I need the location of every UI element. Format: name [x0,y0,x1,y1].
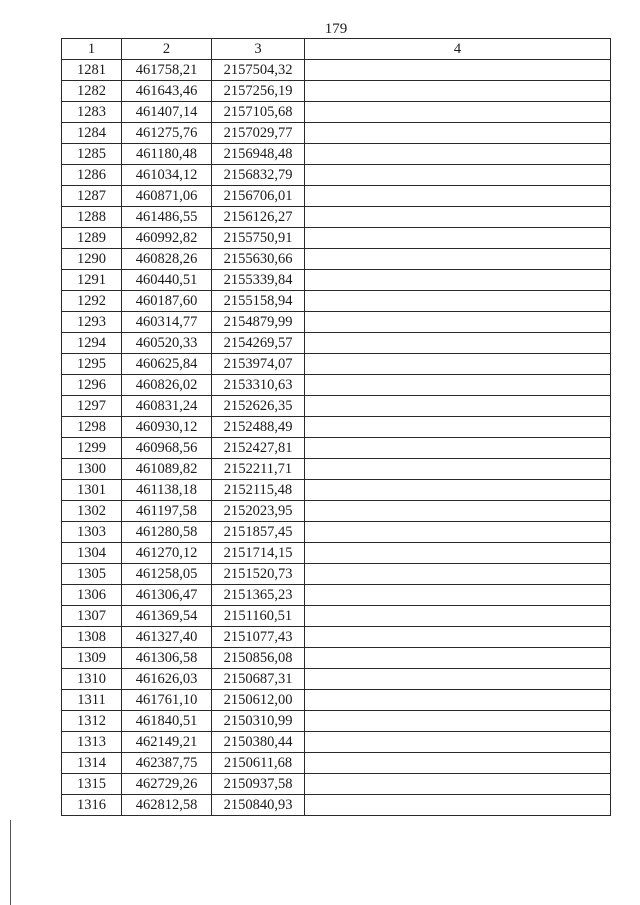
cell-notes [305,144,611,165]
cell-notes [305,774,611,795]
table-row [62,186,611,207]
table-row [62,795,611,816]
cell-notes [305,207,611,228]
column-header-y-coordinate: 3 [212,39,305,60]
cell-point-number: 1306 [62,585,122,606]
cell-point-number: 1286 [62,165,122,186]
table-row [62,270,611,291]
cell-notes [305,102,611,123]
cell-notes [305,795,611,816]
cell-x-coordinate: 460440,51 [122,270,212,291]
cell-x-coordinate: 461138,18 [122,480,212,501]
cell-point-number: 1295 [62,354,122,375]
cell-x-coordinate: 461197,58 [122,501,212,522]
cell-y-coordinate: 2151857,45 [212,522,305,543]
margin-rule [10,820,11,905]
cell-point-number: 1293 [62,312,122,333]
cell-x-coordinate: 462387,75 [122,753,212,774]
cell-notes [305,81,611,102]
cell-y-coordinate: 2151077,43 [212,627,305,648]
table-row [62,480,611,501]
cell-point-number: 1288 [62,207,122,228]
cell-notes [305,753,611,774]
column-header-notes: 4 [305,39,611,60]
coordinates-table [61,38,611,816]
cell-notes [305,669,611,690]
cell-point-number: 1289 [62,228,122,249]
table-row [62,648,611,669]
cell-x-coordinate: 461270,12 [122,543,212,564]
cell-notes [305,270,611,291]
cell-x-coordinate: 460930,12 [122,417,212,438]
table-row [62,774,611,795]
table-row [62,60,611,81]
table-row [62,207,611,228]
cell-x-coordinate: 461761,10 [122,690,212,711]
cell-point-number: 1308 [62,627,122,648]
table-row [62,249,611,270]
cell-x-coordinate: 462149,21 [122,732,212,753]
cell-x-coordinate: 462729,26 [122,774,212,795]
cell-point-number: 1310 [62,669,122,690]
cell-point-number: 1305 [62,564,122,585]
table-row [62,732,611,753]
cell-point-number: 1284 [62,123,122,144]
cell-x-coordinate: 460871,06 [122,186,212,207]
cell-y-coordinate: 2156126,27 [212,207,305,228]
cell-x-coordinate: 461407,14 [122,102,212,123]
cell-notes [305,396,611,417]
cell-point-number: 1285 [62,144,122,165]
cell-x-coordinate: 460992,82 [122,228,212,249]
cell-notes [305,165,611,186]
table-row [62,312,611,333]
cell-point-number: 1298 [62,417,122,438]
cell-notes [305,354,611,375]
cell-x-coordinate: 461275,76 [122,123,212,144]
table-row [62,417,611,438]
cell-point-number: 1301 [62,480,122,501]
column-header-point-number: 1 [62,39,122,60]
cell-y-coordinate: 2154269,57 [212,333,305,354]
cell-notes [305,732,611,753]
cell-notes [305,333,611,354]
cell-y-coordinate: 2156706,01 [212,186,305,207]
cell-notes [305,438,611,459]
cell-notes [305,501,611,522]
cell-point-number: 1304 [62,543,122,564]
cell-y-coordinate: 2153974,07 [212,354,305,375]
cell-y-coordinate: 2152488,49 [212,417,305,438]
header-row [62,39,611,60]
cell-x-coordinate: 460314,77 [122,312,212,333]
cell-x-coordinate: 461758,21 [122,60,212,81]
cell-y-coordinate: 2157256,19 [212,81,305,102]
cell-x-coordinate: 461306,58 [122,648,212,669]
cell-point-number: 1296 [62,375,122,396]
table-row [62,501,611,522]
cell-x-coordinate: 460520,33 [122,333,212,354]
cell-point-number: 1303 [62,522,122,543]
cell-notes [305,522,611,543]
cell-notes [305,480,611,501]
cell-y-coordinate: 2156948,48 [212,144,305,165]
cell-x-coordinate: 461180,48 [122,144,212,165]
table-row [62,522,611,543]
table-row [62,123,611,144]
table-row [62,375,611,396]
cell-point-number: 1287 [62,186,122,207]
cell-point-number: 1290 [62,249,122,270]
cell-y-coordinate: 2152427,81 [212,438,305,459]
cell-x-coordinate: 460187,60 [122,291,212,312]
cell-notes [305,585,611,606]
cell-y-coordinate: 2154879,99 [212,312,305,333]
cell-point-number: 1311 [62,690,122,711]
cell-x-coordinate: 461258,05 [122,564,212,585]
cell-y-coordinate: 2151365,23 [212,585,305,606]
cell-y-coordinate: 2155339,84 [212,270,305,291]
table-row [62,102,611,123]
cell-point-number: 1312 [62,711,122,732]
cell-notes [305,123,611,144]
cell-x-coordinate: 462812,58 [122,795,212,816]
table-row [62,459,611,480]
cell-x-coordinate: 460968,56 [122,438,212,459]
table-row [62,333,611,354]
cell-notes [305,564,611,585]
cell-y-coordinate: 2150611,68 [212,753,305,774]
table-body [62,60,611,816]
table-row [62,690,611,711]
cell-notes [305,627,611,648]
cell-y-coordinate: 2152211,71 [212,459,305,480]
table-row [62,669,611,690]
cell-y-coordinate: 2151520,73 [212,564,305,585]
cell-y-coordinate: 2150856,08 [212,648,305,669]
cell-point-number: 1291 [62,270,122,291]
cell-y-coordinate: 2151160,51 [212,606,305,627]
cell-y-coordinate: 2157504,32 [212,60,305,81]
cell-point-number: 1282 [62,81,122,102]
cell-point-number: 1316 [62,795,122,816]
table-row [62,606,611,627]
cell-y-coordinate: 2151714,15 [212,543,305,564]
cell-notes [305,249,611,270]
cell-y-coordinate: 2150687,31 [212,669,305,690]
cell-point-number: 1307 [62,606,122,627]
cell-y-coordinate: 2150380,44 [212,732,305,753]
cell-x-coordinate: 461034,12 [122,165,212,186]
table-row [62,543,611,564]
cell-x-coordinate: 461626,03 [122,669,212,690]
table-row [62,711,611,732]
cell-y-coordinate: 2150612,00 [212,690,305,711]
table-row [62,564,611,585]
cell-x-coordinate: 461280,58 [122,522,212,543]
cell-point-number: 1302 [62,501,122,522]
table-row [62,354,611,375]
cell-notes [305,690,611,711]
cell-point-number: 1315 [62,774,122,795]
cell-x-coordinate: 461327,40 [122,627,212,648]
cell-notes [305,711,611,732]
cell-y-coordinate: 2153310,63 [212,375,305,396]
cell-notes [305,228,611,249]
cell-y-coordinate: 2150840,93 [212,795,305,816]
cell-y-coordinate: 2150310,99 [212,711,305,732]
cell-x-coordinate: 460625,84 [122,354,212,375]
cell-x-coordinate: 461643,46 [122,81,212,102]
table-row [62,228,611,249]
cell-x-coordinate: 461369,54 [122,606,212,627]
cell-notes [305,291,611,312]
cell-notes [305,417,611,438]
table-row [62,753,611,774]
cell-notes [305,60,611,81]
cell-notes [305,648,611,669]
table-row [62,438,611,459]
cell-x-coordinate: 461089,82 [122,459,212,480]
cell-y-coordinate: 2155630,66 [212,249,305,270]
cell-notes [305,312,611,333]
table-row [62,81,611,102]
cell-point-number: 1314 [62,753,122,774]
cell-notes [305,459,611,480]
cell-y-coordinate: 2152115,48 [212,480,305,501]
page-number: 179 [324,21,348,37]
column-header-x-coordinate: 2 [122,39,212,60]
cell-y-coordinate: 2156832,79 [212,165,305,186]
cell-point-number: 1309 [62,648,122,669]
table-row [62,396,611,417]
table-header [62,39,611,60]
cell-y-coordinate: 2152626,35 [212,396,305,417]
cell-point-number: 1313 [62,732,122,753]
cell-notes [305,375,611,396]
cell-point-number: 1281 [62,60,122,81]
cell-x-coordinate: 461306,47 [122,585,212,606]
cell-point-number: 1299 [62,438,122,459]
cell-x-coordinate: 460831,24 [122,396,212,417]
table-row [62,144,611,165]
table-row [62,627,611,648]
cell-point-number: 1297 [62,396,122,417]
cell-point-number: 1300 [62,459,122,480]
table-row [62,291,611,312]
cell-y-coordinate: 2157029,77 [212,123,305,144]
cell-notes [305,543,611,564]
table-row [62,585,611,606]
cell-point-number: 1294 [62,333,122,354]
cell-x-coordinate: 460828,26 [122,249,212,270]
cell-notes [305,606,611,627]
cell-notes [305,186,611,207]
cell-x-coordinate: 460826,02 [122,375,212,396]
table-row [62,165,611,186]
cell-x-coordinate: 461486,55 [122,207,212,228]
cell-y-coordinate: 2155158,94 [212,291,305,312]
cell-y-coordinate: 2155750,91 [212,228,305,249]
cell-y-coordinate: 2152023,95 [212,501,305,522]
cell-point-number: 1283 [62,102,122,123]
cell-x-coordinate: 461840,51 [122,711,212,732]
cell-y-coordinate: 2150937,58 [212,774,305,795]
cell-point-number: 1292 [62,291,122,312]
cell-y-coordinate: 2157105,68 [212,102,305,123]
